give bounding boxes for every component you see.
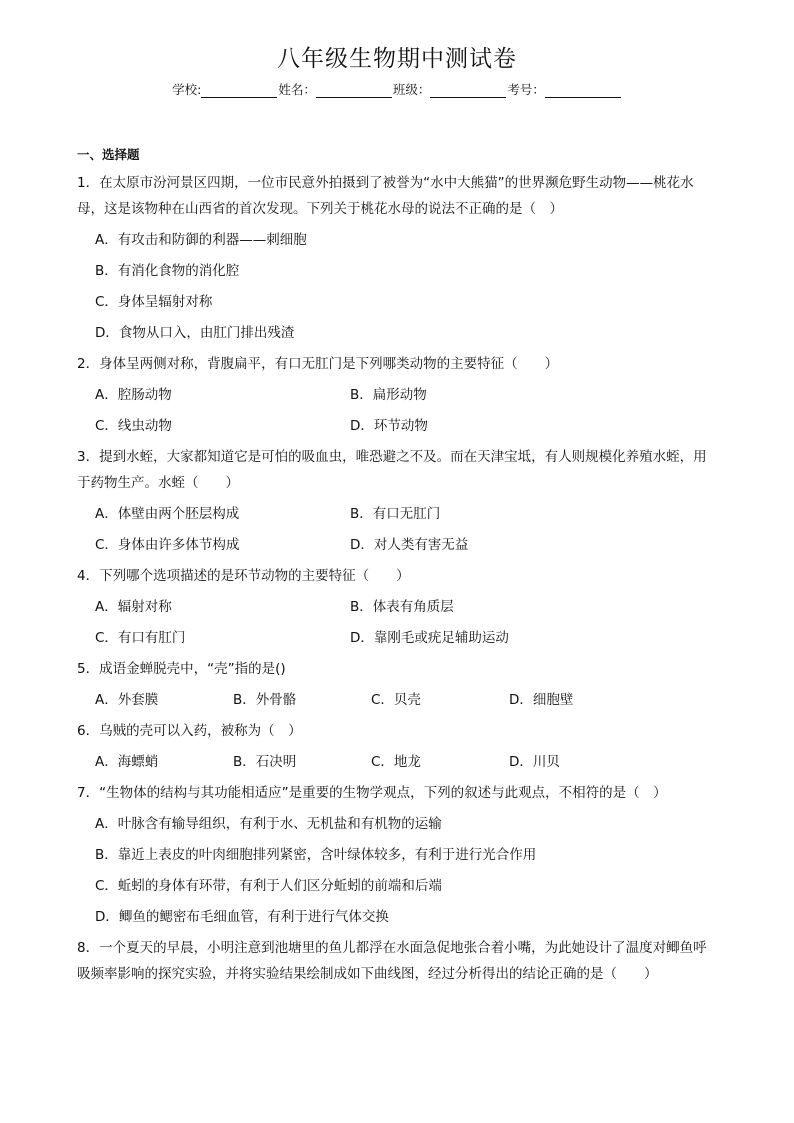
option-row	[77, 501, 717, 527]
option-row	[77, 320, 717, 346]
school-label: 学校:	[172, 82, 202, 97]
question-stem: 4．下列哪个选项描述的是环节动物的主要特征（ ）	[77, 568, 410, 584]
option-b[interactable]: B．靠近上表皮的叶肉细胞排列紧密，含叶绿体较多，有利于进行光合作用	[95, 847, 537, 863]
option-row	[77, 382, 717, 408]
exam-number-label: 考号：	[507, 82, 545, 97]
option-row	[77, 811, 717, 837]
question-stem: 3．提到水蛭，大家都知道它是可怕的吸血虫，唯恐避之不及。而在天津宝坻，有人则规模化养殖水蛭，用于药物生产。水蛭（ ）	[77, 449, 707, 491]
question-stem: 2．身体呈两侧对称，背腹扁平，有口无肛门是下列哪类动物的主要特征（ ）	[77, 356, 559, 372]
school-field[interactable]	[172, 80, 278, 98]
option-row	[77, 258, 717, 284]
section-title: 一、选择题	[77, 147, 140, 162]
option-b[interactable]: B．有消化食物的消化腔	[95, 263, 240, 279]
option-row	[77, 413, 717, 439]
option-d[interactable]: D．环节动物	[350, 418, 428, 434]
option-row	[77, 594, 717, 620]
question-4	[77, 563, 717, 651]
question-6	[77, 718, 717, 775]
option-row	[77, 687, 717, 713]
question-3	[77, 444, 717, 558]
question-5	[77, 656, 717, 713]
option-a[interactable]: A．海螵蛸	[95, 754, 159, 770]
option-c[interactable]: C．地龙	[371, 754, 421, 770]
option-a[interactable]: A．叶脉含有输导组织，有利于水、无机盐和有机物的运输	[95, 816, 442, 832]
option-b[interactable]: B．外骨骼	[233, 692, 297, 708]
question-1	[77, 170, 717, 346]
option-row	[77, 625, 717, 651]
option-a[interactable]: A．体壁由两个胚层构成	[95, 506, 240, 522]
option-b[interactable]: B．有口无肛门	[350, 506, 441, 522]
option-d[interactable]: D．靠刚毛或疣足辅助运动	[350, 630, 509, 646]
option-d[interactable]: D．食物从口入，由肛门排出残渣	[95, 325, 295, 341]
option-a[interactable]: A．有攻击和防御的利器——刺细胞	[95, 232, 307, 248]
option-a[interactable]: A．外套膜	[95, 692, 159, 708]
question-list	[77, 170, 717, 992]
option-row	[77, 904, 717, 930]
page-title: 八年级生物期中测试卷	[277, 46, 517, 72]
question-2	[77, 351, 717, 439]
option-d[interactable]: D．对人类有害无益	[350, 537, 469, 553]
class-blank[interactable]	[430, 83, 506, 98]
exam-number-field[interactable]	[507, 80, 622, 98]
option-b[interactable]: B．体表有角质层	[350, 599, 454, 615]
school-blank[interactable]	[201, 83, 277, 98]
student-info-line	[0, 80, 794, 98]
option-c[interactable]: C．蚯蚓的身体有环带，有利于人们区分蚯蚓的前端和后端	[95, 878, 442, 894]
question-stem: 8．一个夏天的早晨，小明注意到池塘里的鱼儿都浮在水面急促地张合着小嘴，为此她设计了温度对鲫鱼呼吸频率影响的探究实验，并将实验结果绘制成如下曲线图，经过分析得出的结论正确的是（ ）	[77, 940, 707, 982]
option-d[interactable]: D．川贝	[509, 754, 560, 770]
option-c[interactable]: C．身体由许多体节构成	[95, 537, 240, 553]
name-label: 姓名：	[278, 82, 316, 97]
option-b[interactable]: B．石决明	[233, 754, 297, 770]
exam-number-blank[interactable]	[545, 83, 621, 98]
option-c[interactable]: C．线虫动物	[95, 418, 172, 434]
option-b[interactable]: B．扁形动物	[350, 387, 427, 403]
name-field[interactable]	[278, 80, 393, 98]
option-row	[77, 289, 717, 315]
option-d[interactable]: D．鲫鱼的鳃密布毛细血管，有利于进行气体交换	[95, 909, 389, 925]
option-row	[77, 749, 717, 775]
option-a[interactable]: A．辐射对称	[95, 599, 172, 615]
name-blank[interactable]	[316, 83, 392, 98]
option-row	[77, 842, 717, 868]
option-row	[77, 873, 717, 899]
question-stem: 7．“生物体的结构与其功能相适应”是重要的生物学观点，下列的叙述与此观点，不相符的是（ ）	[77, 785, 667, 801]
question-stem: 5．成语金蝉脱壳中，“壳”指的是()	[77, 661, 286, 677]
question-8	[77, 935, 717, 987]
option-d[interactable]: D．细胞壁	[509, 692, 574, 708]
option-c[interactable]: C．有口有肛门	[95, 630, 186, 646]
option-row	[77, 532, 717, 558]
class-field[interactable]	[393, 80, 508, 98]
question-7	[77, 780, 717, 930]
question-stem: 6．乌贼的壳可以入药，被称为（ ）	[77, 723, 302, 739]
question-stem: 1．在太原市汾河景区四期，一位市民意外拍摄到了被誉为“水中大熊猫”的世界濒危野生动物——桃花水母，这是该物种在山西省的首次发现。下列关于桃花水母的说法不正确的是（ ）	[77, 175, 694, 217]
option-c[interactable]: C．身体呈辐射对称	[95, 294, 213, 310]
class-label: 班级：	[392, 82, 431, 97]
option-c[interactable]: C．贝壳	[371, 692, 421, 708]
option-a[interactable]: A．腔肠动物	[95, 387, 172, 403]
option-row	[77, 227, 717, 253]
